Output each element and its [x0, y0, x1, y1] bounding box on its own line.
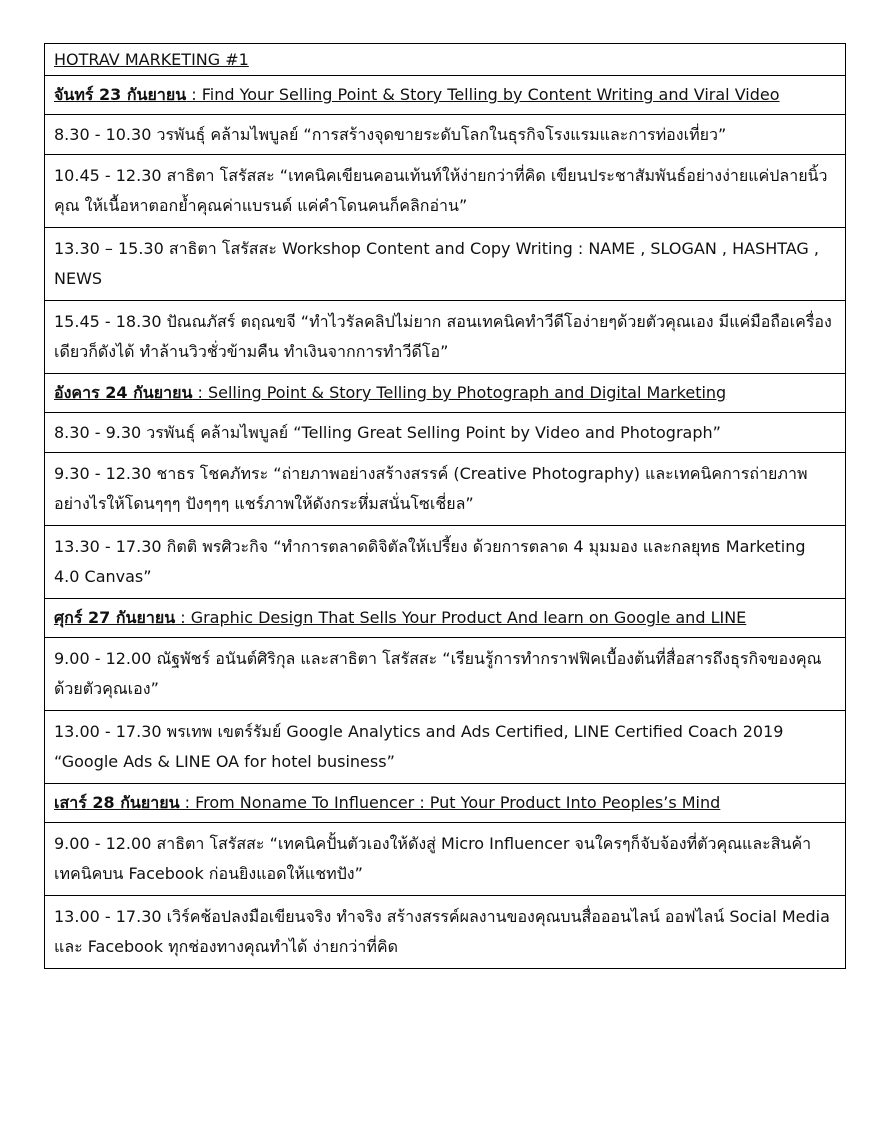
- day-topic: : Selling Point & Story Telling by Photograph and Digital Marketing: [192, 383, 727, 402]
- session-time: 8.30 - 10.30: [54, 124, 152, 144]
- session-row: [45, 823, 846, 896]
- day-label: จันทร์ 23 กันยายน: [54, 85, 187, 104]
- session-text: สาธิตา โสรัสสะ “เทคนิคเขียนคอนเท้นท์ให้ง่ายกว่าที่คิด เขียนประชาสัมพันธ์อย่างง่ายแค่ปลายนิ้วคุณ ให้เนื้อหาตอกย้ำคุณค่าแบรนด์ แค่คำโดนคนก็คลิกอ่าน”: [54, 166, 828, 215]
- day-header-row: [45, 374, 846, 413]
- day-header-cell: [45, 76, 846, 115]
- day-header-cell: [45, 374, 846, 413]
- title-cell: [45, 44, 846, 76]
- session-text: วรพันธุ์ คล้ามไพบูลย์ “Telling Great Selling Point by Video and Photograph”: [141, 422, 721, 442]
- session-row: [45, 228, 846, 301]
- title-row: [45, 44, 846, 76]
- session-cell: [45, 453, 846, 526]
- session-cell: [45, 413, 846, 453]
- session-text: สาธิตา โสรัสสะ Workshop Content and Copy Writing : NAME , SLOGAN , HASHTAG , NEWS: [54, 239, 819, 288]
- day-topic: : Find Your Selling Point & Story Telling by Content Writing and Viral Video: [186, 85, 780, 104]
- session-cell: [45, 638, 846, 711]
- session-time: 9.00 - 12.00: [54, 649, 152, 668]
- session-time: 15.45 - 18.30: [54, 312, 162, 331]
- session-row: [45, 301, 846, 374]
- day-header-cell: [45, 599, 846, 638]
- session-time: 9.00 - 12.00: [54, 834, 152, 853]
- session-row: [45, 526, 846, 599]
- session-text: ปัณณภัสร์ ตฤณขจี “ทำไวรัลคลิปไม่ยาก สอนเทคนิคทำวีดีโอง่ายๆด้วยตัวคุณเอง มีแค่มือถือเครื่องเดียวก็ดังได้ ทำล้านวิวชั่วข้ามคืน ทำเงินจากการทำวีดีโอ”: [54, 312, 832, 361]
- session-time: 9.30 - 12.30: [54, 464, 152, 483]
- session-row: [45, 413, 846, 453]
- session-cell: [45, 228, 846, 301]
- session-time: 13.30 - 17.30: [54, 537, 162, 556]
- day-topic: : Graphic Design That Sells Your Product And learn on Google and LINE: [175, 608, 747, 627]
- day-label: เสาร์ 28 กันยายน: [54, 793, 180, 812]
- document-title: HOTRAV MARKETING #1: [54, 49, 249, 69]
- session-cell: [45, 526, 846, 599]
- session-time: 13.00 - 17.30: [54, 907, 162, 926]
- day-label: อังคาร 24 กันยายน: [54, 383, 193, 402]
- session-text: กิตติ พรศิวะกิจ “ทำการตลาดดิจิตัลให้เปรี้ยง ด้วยการตลาด 4 มุมมอง และกลยุทธ Marketing 4.0 Canvas”: [54, 537, 806, 586]
- session-text: พรเทพ เขตร์รัมย์ Google Analytics and Ads Certified, LINE Certified Coach 2019 “Google Ads & LINE OA for hotel business”: [54, 722, 784, 771]
- session-text: สาธิตา โสรัสสะ “เทคนิคปั้นตัวเองให้ดังสู่ Micro Influencer จนใครๆก็จับจ้องที่ตัวคุณและสินค้า เทคนิคบน Facebook ก่อนยิงแอดให้แชทปัง”: [54, 834, 812, 883]
- session-cell: [45, 896, 846, 969]
- session-row: [45, 115, 846, 155]
- day-header-row: [45, 784, 846, 823]
- session-cell: [45, 823, 846, 896]
- session-row: [45, 155, 846, 228]
- session-row: [45, 453, 846, 526]
- day-topic: : From Noname To Influencer : Put Your Product Into Peoples’s Mind: [179, 793, 721, 812]
- session-cell: [45, 115, 846, 155]
- session-row: [45, 896, 846, 969]
- session-cell: [45, 155, 846, 228]
- session-text: ณัฐพัชร์ อนันต์ศิริกุล และสาธิตา โสรัสสะ “เรียนรู้การทำกราฟฟิคเบื้องต้นที่สื่อสารถึงธุรกิจของคุณด้วยตัวคุณเอง”: [54, 649, 822, 698]
- day-header-row: [45, 76, 846, 115]
- session-text: เวิร์คช้อปลงมือเขียนจริง ทำจริง สร้างสรรค์ผลงานของคุณบนสื่อออนไลน์ ออฟไลน์ Social Media และ Facebook ทุกช่องทางคุณทำได้ ง่ายกว่าที่คิด: [54, 907, 830, 956]
- session-row: [45, 711, 846, 784]
- day-header-row: [45, 599, 846, 638]
- session-text: วรพันธุ์ คล้ามไพบูลย์ “การสร้างจุดขายระดับโลกในธุรกิจโรงแรมและการท่องเที่ยว”: [151, 124, 727, 144]
- day-header-cell: [45, 784, 846, 823]
- session-time: 8.30 - 9.30: [54, 422, 142, 442]
- session-cell: [45, 301, 846, 374]
- schedule-table: [44, 43, 846, 969]
- session-time: 13.00 - 17.30: [54, 722, 162, 741]
- session-time: 13.30 – 15.30: [54, 239, 164, 258]
- session-cell: [45, 711, 846, 784]
- day-label: ศุกร์ 27 กันยายน: [54, 608, 176, 627]
- session-time: 10.45 - 12.30: [54, 166, 162, 185]
- session-row: [45, 638, 846, 711]
- session-text: ชาธร โชคภัทระ “ถ่ายภาพอย่างสร้างสรรค์ (Creative Photography) และเทคนิคการถ่ายภาพอย่างไรให้โดนๆๆๆ ปังๆๆๆ แชร์ภาพให้ดังกระหึ่มสนั่นโซเชี่ยล”: [54, 464, 808, 513]
